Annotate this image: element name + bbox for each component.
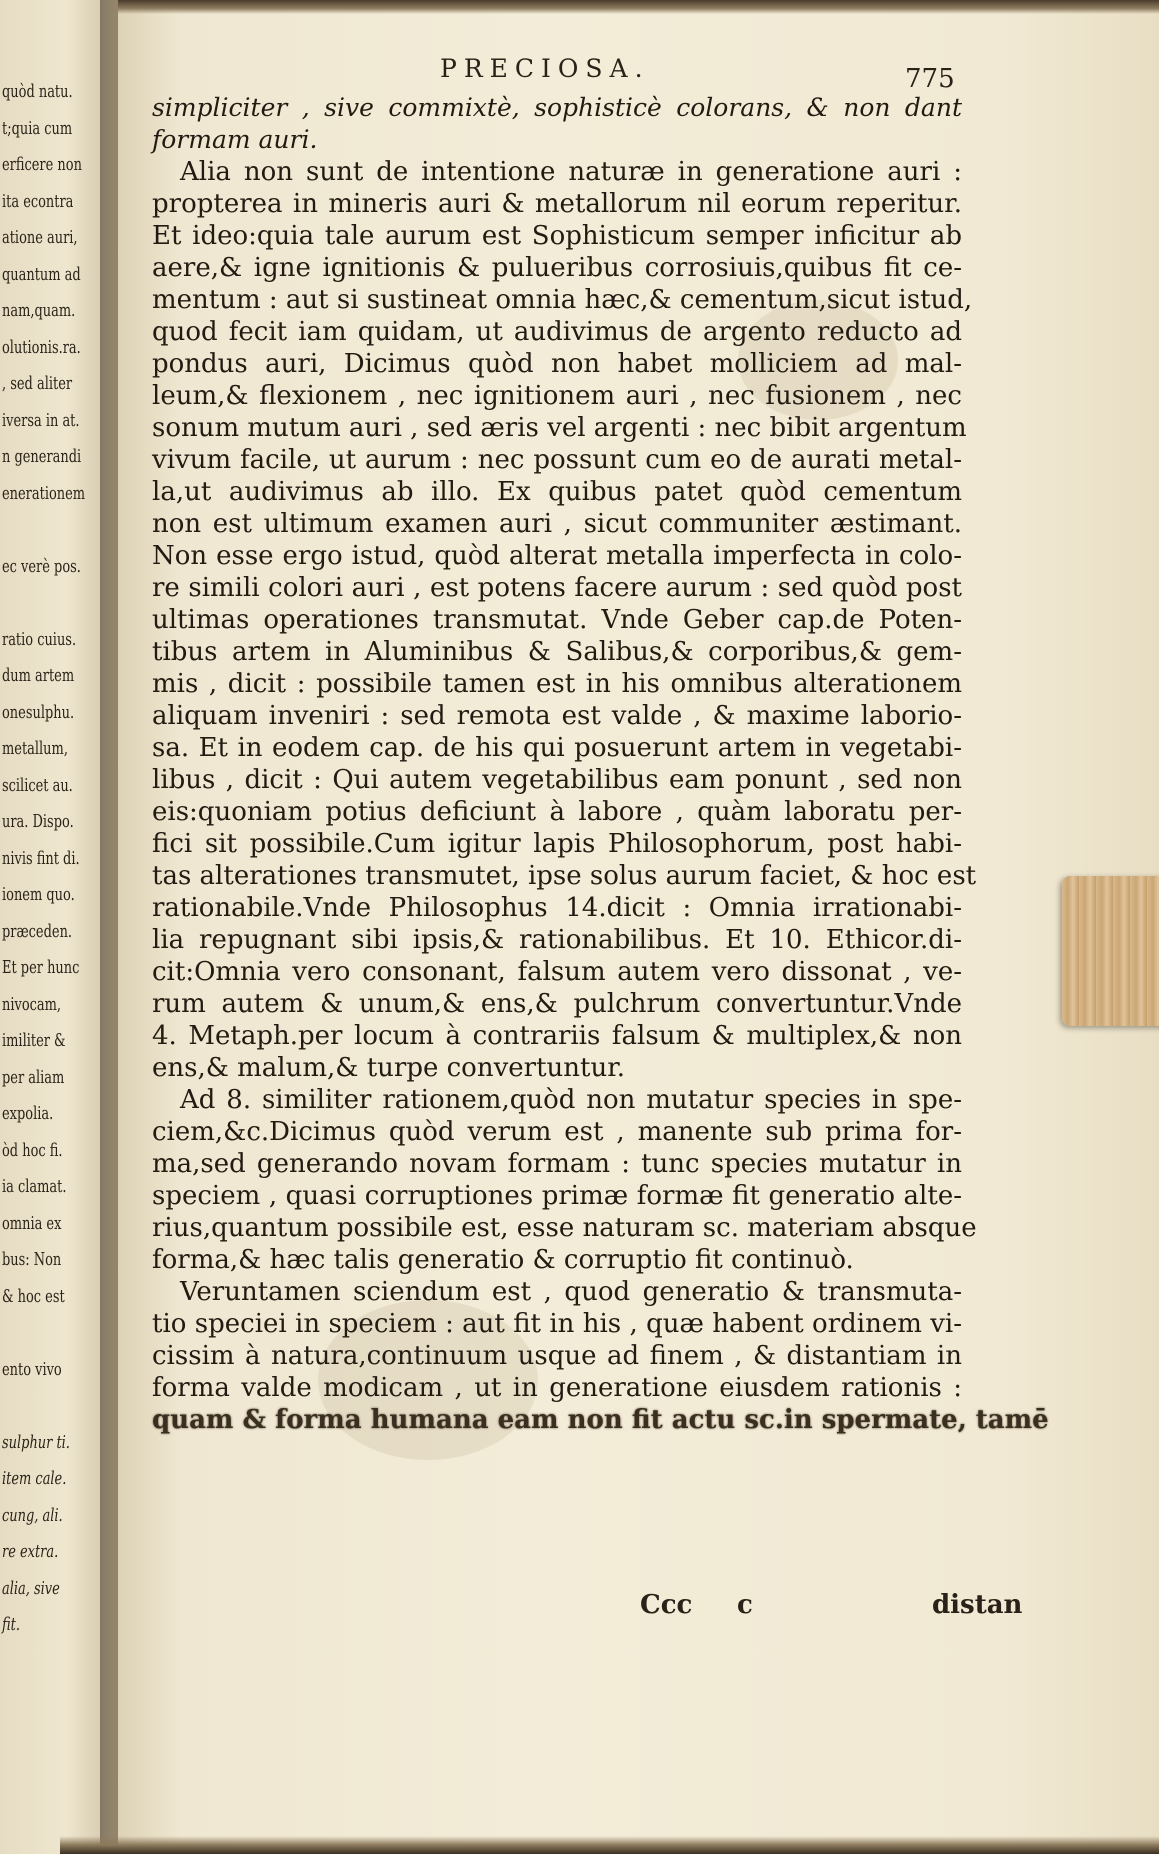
text-line: sonum mutum auri , sed æris vel argenti : nec bibit argentum — [152, 413, 967, 443]
facing-page-fragment: sulphur ti. — [2, 1431, 70, 1453]
text-line: ciem,&c.Dicimus quòd verum est , manente sub prima for- — [152, 1117, 962, 1147]
text-line: rum autem & unum,& ens,& pulchrum convertuntur.Vnde — [152, 989, 962, 1019]
facing-page-fragment: dum artem — [2, 665, 75, 686]
text-line: forma valde modicam , ut in generatione eiusdem rationis : — [152, 1373, 962, 1403]
text-line: Non esse ergo istud, quòd alterat metalla imperfecta in colo- — [152, 541, 962, 571]
text-line: forma,& hæc talis generatio & corruptio fit continuò. — [152, 1245, 854, 1275]
text-line: fici sit possibile.Cum igitur lapis Philosophorum, post habi- — [152, 829, 962, 859]
text-line: vivum facile, ut aurum : nec possunt cum eo de aurati metal- — [152, 445, 962, 475]
text-line: speciem , quasi corruptiones primæ formæ fit generatio alte- — [152, 1181, 962, 1211]
facing-page-fragment: ento vivo — [2, 1358, 62, 1380]
text-line: aere,& igne ignitionis & pulueribus corrosiuis,quibus fit ce- — [152, 253, 962, 283]
facing-page-fragment: metallum, — [2, 738, 68, 759]
facing-page-fragment: enerationem — [2, 482, 86, 504]
text-line: Alia non sunt de intentione naturæ in generatione auri : — [180, 157, 962, 187]
text-line: la,ut audivimus ab illo. Ex quibus patet quòd cementum — [152, 477, 962, 507]
text-line: sa. Et in eodem cap. de his qui posuerunt artem in vegetabi- — [152, 733, 962, 763]
facing-page-fragment: cung, ali. — [2, 1504, 63, 1526]
facing-page-fragment: nivocam, — [2, 993, 62, 1015]
text-line: Veruntamen sciendum est , quod generatio & transmuta- — [180, 1277, 962, 1307]
text-line: rationabile.Vnde Philosophus 14.dicit : Omnia irrationabi- — [152, 893, 962, 923]
facing-page-fragment: ec verè pos. — [2, 555, 81, 577]
facing-page-fragment: quòd natu. — [2, 81, 73, 102]
facing-page-fragment: ionem quo. — [2, 884, 75, 905]
text-line: libus , dicit : Qui autem vegetabilibus eam ponunt , sed non — [152, 765, 962, 795]
text-line: leum,& flexionem , nec ignitionem auri , nec fusionem , nec — [152, 381, 962, 411]
facing-page-fragment: scilicet au. — [2, 774, 73, 796]
running-head: PRECIOSA. — [440, 54, 650, 83]
facing-page-fragment: per aliam — [2, 1066, 65, 1088]
facing-page-fragment: , sed aliter — [2, 373, 73, 394]
facing-page-fragment: ita econtra — [2, 190, 74, 212]
facing-page-fragment: imiliter & — [2, 1030, 66, 1051]
facing-page-fragment: nivis fint di. — [2, 847, 80, 869]
page-top-edge — [118, 0, 1159, 14]
text-line: tas alterationes transmutet, ipse solus aurum faciet, & hoc est — [152, 861, 977, 891]
signature-mark: Ccc — [640, 1590, 693, 1620]
text-line: Et ideo:quia tale aurum est Sophisticum semper inficitur ab — [152, 221, 962, 251]
text-line: Ad 8. similiter rationem,quòd non mutatur species in spe- — [180, 1085, 962, 1115]
text-line: aliquam inveniri : sed remota est valde , & maxime laborio- — [152, 701, 962, 731]
wooden-page-clip — [1062, 876, 1159, 1026]
facing-page-fragment: ratio cuius. — [2, 628, 77, 650]
text-line: mentum : aut si sustineat omnia hæc,& cementum,sicut istud, — [152, 285, 973, 315]
text-line: formam auri. — [152, 125, 318, 154]
text-line: cissim à natura,continuum usque ad finem , & distantiam in — [152, 1341, 962, 1371]
facing-page-fragment: erficere non — [2, 154, 82, 175]
text-line: mis , dicit : possibile tamen est in his omnibus alterationem — [152, 669, 962, 699]
text-line: re simili colori auri , est potens facere aurum : sed quòd post — [152, 573, 962, 603]
facing-page-fragment: omnia ex — [2, 1212, 62, 1234]
text-line: cit:Omnia vero consonant, falsum autem vero dissonat , ve- — [152, 957, 962, 987]
text-line: rius,quantum possibile est, esse naturam sc. materiam absque — [152, 1213, 977, 1243]
text-line: quod fecit iam quidam, ut audivimus de argento reducto ad — [152, 317, 962, 347]
facing-page-fragment: & hoc est — [2, 1285, 65, 1307]
text-line: non est ultimum examen auri , sicut communiter æstimant. — [152, 509, 962, 539]
text-line: tio speciei in speciem : aut fit in his , quæ habent ordinem vi- — [152, 1309, 962, 1339]
facing-page-fragment: nam,quam. — [2, 300, 76, 321]
signature-mark: c — [737, 1590, 753, 1620]
facing-page-fragment: bus: Non — [2, 1249, 62, 1270]
facing-page-fragment: òd hoc fi. — [2, 1139, 63, 1161]
body-text — [152, 92, 1049, 1436]
text-line: ens,& malum,& turpe convertuntur. — [152, 1053, 626, 1083]
text-line: lia repugnant sibi ipsis,& rationabilibus. Et 10. Ethicor.di- — [152, 925, 962, 955]
facing-page-fragment: item cale. — [2, 1468, 67, 1489]
text-line: tibus artem in Aluminibus & Salibus,& corporibus,& gem- — [152, 637, 962, 667]
facing-page-fragment: Et per hunc — [2, 957, 80, 978]
facing-page-fragment: n generandi — [2, 446, 82, 467]
text-line: eis:quoniam potius deficiunt à labore , quàm laboratu per- — [152, 797, 962, 827]
text-line: ultimas operationes transmutat. Vnde Geber cap.de Poten- — [152, 605, 962, 635]
facing-page-fragment: quantum ad — [2, 263, 81, 285]
text-line: pondus auri, Dicimus quòd non habet molliciem ad mal- — [152, 349, 962, 379]
text-line: propterea in mineris auri & metallorum nil eorum reperitur. — [152, 189, 962, 219]
page-number: 775 — [905, 64, 955, 94]
facing-page-fragment: ia clamat. — [2, 1176, 67, 1197]
facing-page-fragment: præceden. — [2, 920, 73, 942]
facing-page-fragment: alia, sive — [2, 1577, 60, 1599]
facing-page-fragment: iversa in at. — [2, 409, 80, 431]
facing-page-fragment: onesulphu. — [2, 701, 75, 723]
text-line: simpliciter , sive commixtè, sophisticè colorans, & non dant — [152, 93, 962, 122]
text-line: 4. Metaph.per locum à contrariis falsum & multiplex,& non — [152, 1021, 962, 1051]
facing-page-fragment: ura. Dispo. — [2, 811, 74, 832]
facing-page-fragment: atione auri, — [2, 227, 78, 248]
text-line: quam & forma humana eam non fit actu sc.in spermate, tamē — [152, 1405, 1049, 1435]
text-line: ma,sed generando novam formam : tunc species mutatur in — [152, 1149, 962, 1179]
facing-page-fragment: re extra. — [2, 1541, 59, 1562]
facing-page-fragment: fit. — [2, 1614, 20, 1635]
page-bottom-edge — [60, 1836, 1159, 1854]
facing-page-fragment: expolia. — [2, 1103, 54, 1124]
facing-page-fragment: t;quia cum — [2, 117, 73, 139]
catchword: distan — [932, 1590, 1023, 1620]
facing-page-fragment: olutionis.ra. — [2, 336, 81, 358]
